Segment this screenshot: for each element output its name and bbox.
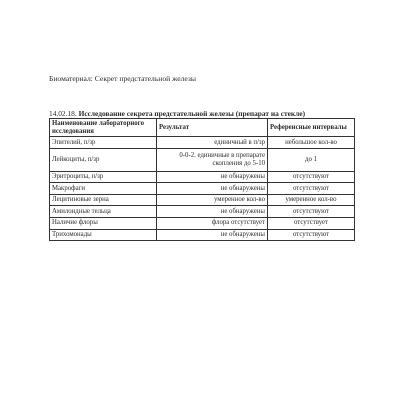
row-result: умеренное кол-во [157, 194, 268, 206]
row-result: 0-0-2. единичные в препарате скопления до 5-10 [157, 148, 268, 171]
table-header-row [50, 119, 355, 137]
row-ref: до 1 [268, 148, 355, 171]
table-row [50, 137, 355, 149]
row-ref: небольшое кол-во [268, 137, 355, 149]
table-row [50, 206, 355, 218]
row-result: единичный в п/зр [157, 137, 268, 149]
table-row [50, 217, 355, 229]
row-ref: умеренное кол-во [268, 194, 355, 206]
row-result: не обнаружены [157, 183, 268, 195]
row-name: Наличие флоры [50, 217, 157, 229]
row-ref: отсутствуют [268, 183, 355, 195]
study-heading [49, 109, 305, 118]
table-row [50, 229, 355, 241]
row-result: не обнаружены [157, 171, 268, 183]
header-ref: Референсные интервалы [268, 119, 355, 137]
results-table [49, 118, 355, 241]
row-name: Эритроциты, п/зр [50, 171, 157, 183]
row-ref: отсутствуют [268, 229, 355, 241]
header-name: Наименование лабораторного исследования [50, 119, 157, 137]
row-result: не обнаружены [157, 206, 268, 218]
row-result: не обнаружены [157, 229, 268, 241]
row-result: флора отсутствует [157, 217, 268, 229]
row-ref: отсутствуют [268, 171, 355, 183]
row-name: Трихомонады [50, 229, 157, 241]
row-name: Амилоидные тельца [50, 206, 157, 218]
table-row [50, 171, 355, 183]
row-name: Лейкоциты, п/зр [50, 148, 157, 171]
table-row [50, 194, 355, 206]
table-row [50, 183, 355, 195]
table-row [50, 148, 355, 171]
header-result: Результат [157, 119, 268, 137]
study-date: 14.02.18. [49, 109, 77, 118]
study-title: Исследование секрета предстательной железы (препарат на стекле) [78, 109, 306, 118]
row-name: Эпителий, п/зр [50, 137, 157, 149]
row-name: Лецитиновые зерна [50, 194, 157, 206]
row-ref: отсутствуют [268, 206, 355, 218]
row-name: Макрофаги [50, 183, 157, 195]
biomaterial-line: Биоматериал: Секрет предстательной железы [49, 74, 196, 83]
row-ref: отсутствует [268, 217, 355, 229]
